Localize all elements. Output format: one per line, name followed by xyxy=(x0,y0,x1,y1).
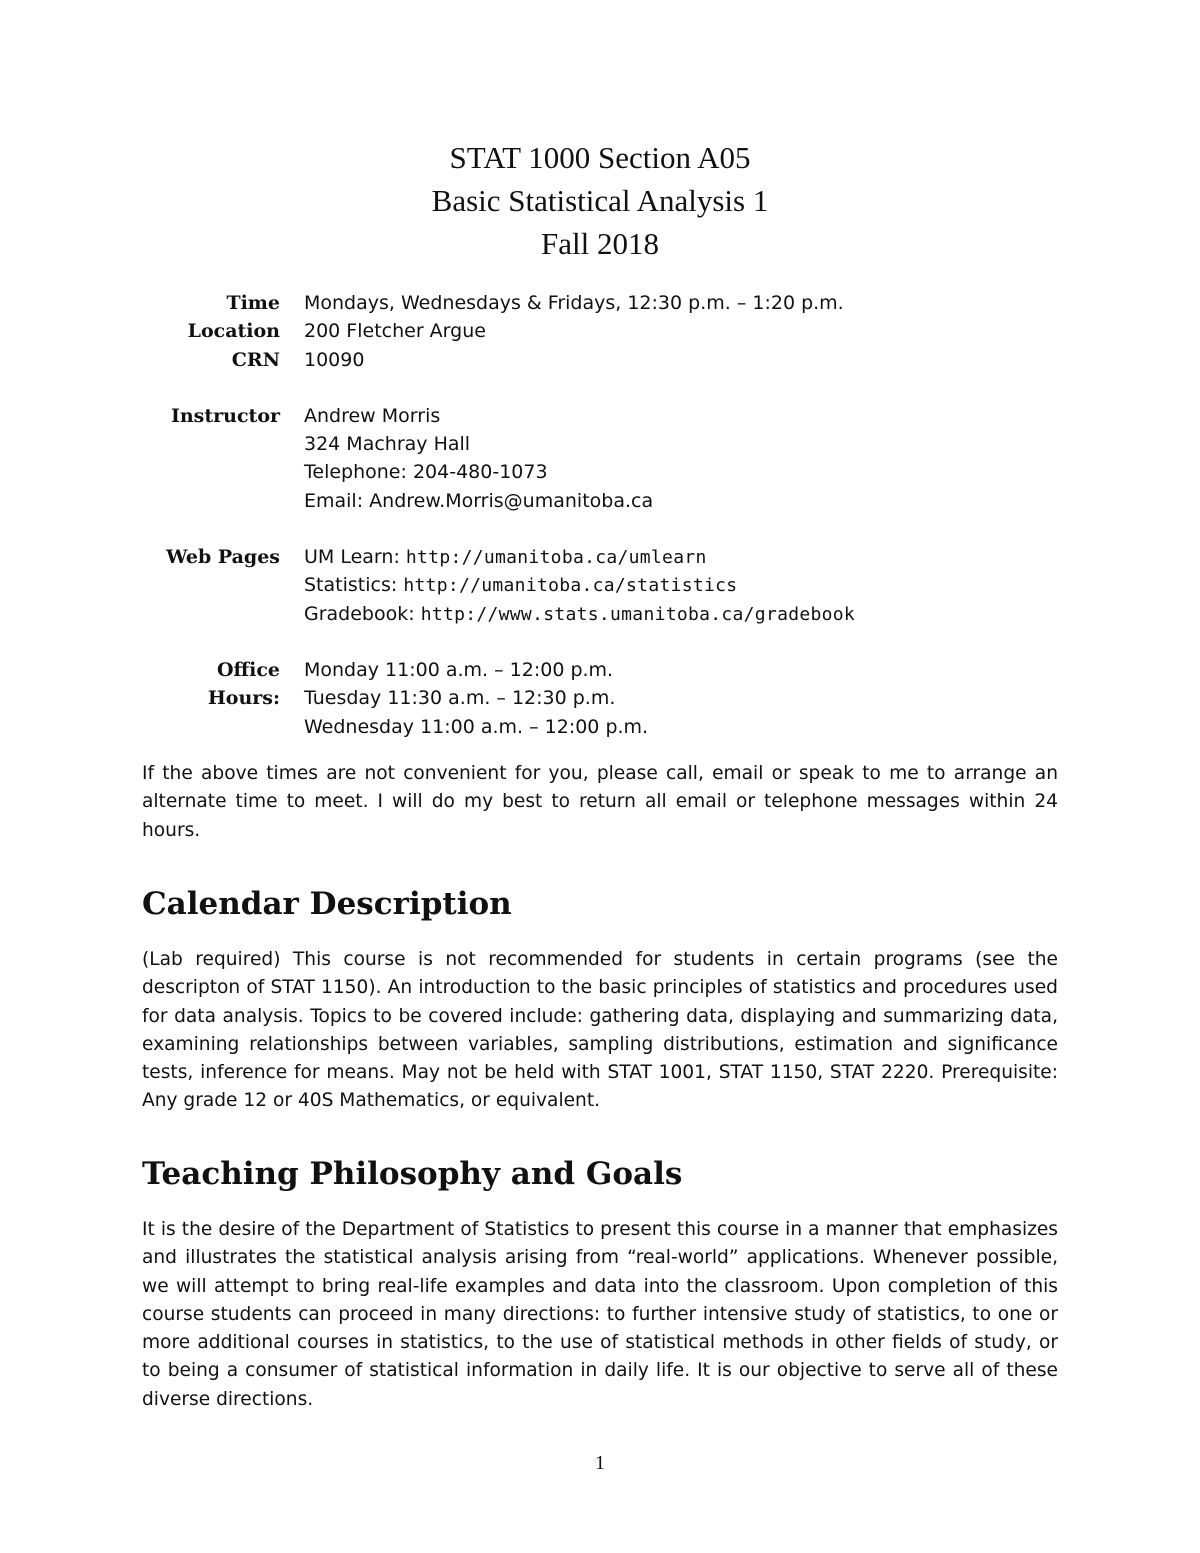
telephone-prefix: Telephone: xyxy=(304,461,407,484)
office-hours-row xyxy=(142,684,1062,712)
crn-value: 10090 xyxy=(304,348,365,371)
email-address[interactable]: Andrew.Morris@umanitoba.ca xyxy=(369,489,654,512)
page-number: 1 xyxy=(595,1452,605,1474)
office-hours-item: Monday 11:00 a.m. – 12:00 p.m. xyxy=(304,658,614,681)
contact-note: If the above times are not convenient for you, please call, email or speak to me to arrange an alternate time to meet. I will do my best to return all email or telephone messages within 24 hours. xyxy=(142,763,1058,841)
office-hours-row xyxy=(142,713,1062,741)
philosophy-text: It is the desire of the Department of Statistics to present this course in a manner that emphasizes and illustrates the statistical analysis arising from “real-world” applications. Whenever possible, we will attempt to bring real-life examples and data into the classroom. Upon completion of this course students can proceed in many directions: to further intensive study of statistics, to one or more additional courses in statistics, to the use of statistical methods in other fields of study, or to being a consumer of statistical information in daily life. It is our objective to serve all of these diverse directions. xyxy=(142,1219,1058,1410)
calendar-description: (Lab required) This course is not recommended for students in certain programs (see the descripton of STAT 1150). An introduction to the basic principles of statistics and procedures used for data analysis. Topics to be covered include: gathering data, displaying and summarizing data, examining relationships between variables, sampling distributions, estimation and significance tests, inference for means. May not be held with STAT 1001, STAT 1150, STAT 2220. Prerequisite: Any grade 12 or 40S Mathematics, or equivalent. xyxy=(142,949,1058,1112)
crn-label: CRN xyxy=(231,348,280,371)
telephone-number: 204-480-1073 xyxy=(412,461,548,484)
time-value: Mondays, Wednesdays & Fridays, 12:30 p.m. – 1:20 p.m. xyxy=(304,292,844,314)
statistics-link[interactable]: http://umanitoba.ca/statistics xyxy=(403,575,738,597)
web-page-name: Statistics: xyxy=(304,574,398,597)
web-pages-label: Web Pages xyxy=(166,546,280,569)
office-hours-label: Office Hours: xyxy=(207,658,280,710)
philosophy-heading: Teaching Philosophy and Goals xyxy=(142,1156,683,1192)
course-info-table xyxy=(142,289,1062,769)
web-page-row xyxy=(142,543,1062,571)
web-page-name: Gradebook: xyxy=(304,602,415,625)
office-row xyxy=(142,430,1062,458)
term: Fall 2018 xyxy=(541,226,659,261)
location-label: Location xyxy=(187,320,280,343)
instructor-office: 324 Machray Hall xyxy=(304,433,471,456)
location-value: 200 Fletcher Argue xyxy=(304,320,486,343)
umlearn-link[interactable]: http://umanitoba.ca/umlearn xyxy=(405,547,707,569)
location-row xyxy=(142,317,1062,345)
office-hours-item: Tuesday 11:30 a.m. – 12:30 p.m. xyxy=(304,687,616,710)
time-row xyxy=(142,289,1062,317)
instructor-name: Andrew Morris xyxy=(304,404,441,427)
instructor-row xyxy=(142,402,1062,430)
web-page-row xyxy=(142,600,1062,628)
office-hours-item: Wednesday 11:00 a.m. – 12:00 p.m. xyxy=(304,715,649,738)
course-title: STAT 1000 Section A05 xyxy=(449,140,751,175)
time-label: Time xyxy=(226,292,280,314)
email-prefix: Email: xyxy=(304,489,364,512)
instructor-group xyxy=(142,402,1062,515)
calendar-heading: Calendar Description xyxy=(142,886,512,922)
email-row xyxy=(142,487,1062,515)
document-title xyxy=(0,136,1200,265)
gradebook-link[interactable]: http://www.stats.umanitoba.ca/gradebook xyxy=(420,603,856,625)
schedule-group xyxy=(142,289,1062,374)
crn-row xyxy=(142,346,1062,374)
telephone-row xyxy=(142,458,1062,486)
web-page-name: UM Learn: xyxy=(304,546,400,569)
course-name: Basic Statistical Analysis 1 xyxy=(431,183,769,218)
office-hours-group xyxy=(142,656,1062,741)
web-page-row xyxy=(142,571,1062,599)
instructor-label: Instructor xyxy=(170,404,280,427)
web-pages-group xyxy=(142,543,1062,628)
